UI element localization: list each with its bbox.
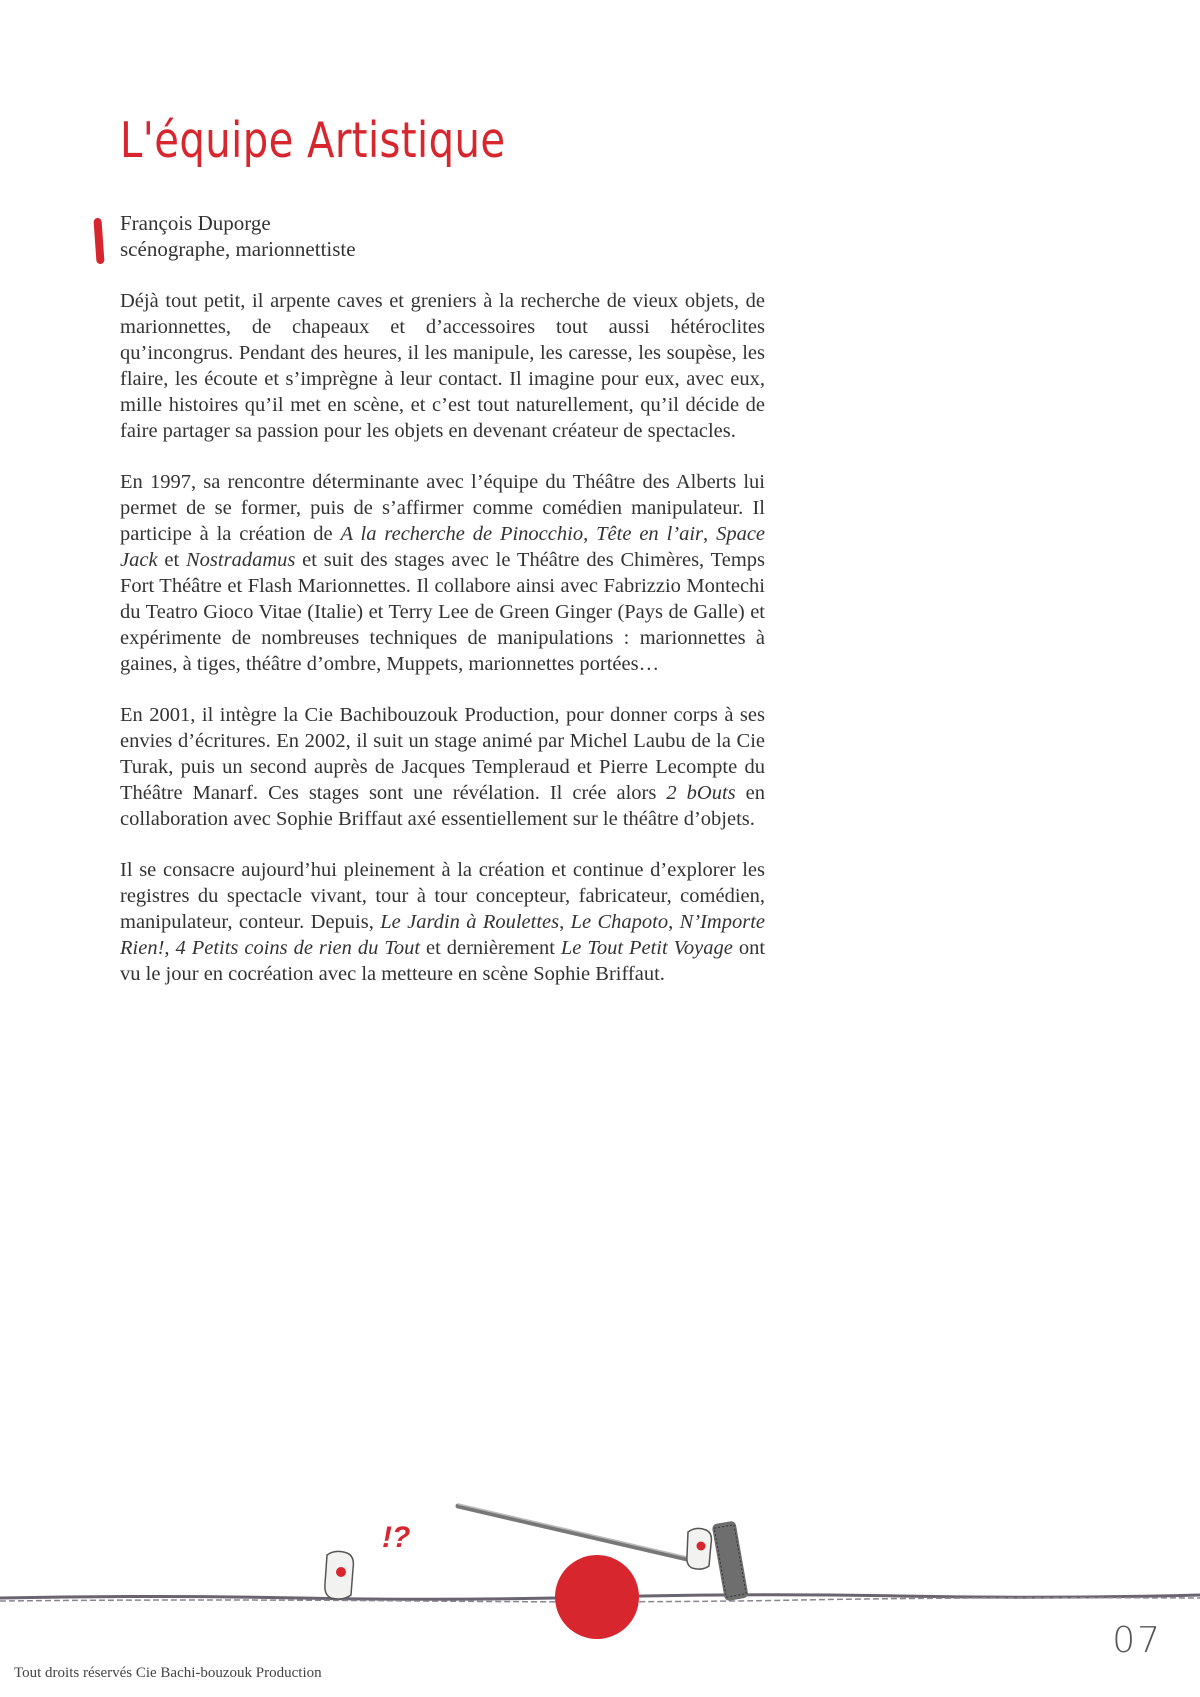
italic-title: Tête en l’air <box>596 523 704 545</box>
red-ball <box>555 1555 639 1639</box>
italic-title: A la recherche de Pinocchio <box>340 523 584 545</box>
italic-title: Le Tout Petit Voyage <box>560 937 733 959</box>
accent-bar <box>93 218 104 264</box>
person-block <box>120 210 356 262</box>
italic-title: N’Importe Rien! <box>120 911 766 959</box>
text-run: Déjà tout petit, il arpente caves et greniers à la recherche de vieux objets, de marionnettes, de chapeaux et d’accessoires tout aussi hétéroclites qu’incongrus. Pendant des heures, il les manipule, les caresse, les soupèse, les flaire, les écoute et s’imprègne à leur contact. Il imagine pour eux, avec eux, mille histoires qu’il met en scène, et c’est tout naturellement, qu’il décide de faire partager sa passion pour les objets en devenant créateur de spectacles. <box>120 290 765 442</box>
text-run: , <box>703 523 717 545</box>
italic-title: 4 Petits coins de rien du Tout <box>175 937 421 959</box>
text-run: ont vu le jour en cocréation avec la metteure en scène Sophie Briffaut. <box>120 937 766 985</box>
text-run: , <box>164 937 176 959</box>
text-run: et suit des stages avec le Théâtre des Chimères, Temps Fort Théâtre et Flash Marionnettes. Il collabore ainsi avec Fabrizzio Montechi du Teatro Gioco Vitae (Italie) et Terry Lee de Green Ginger (Pays de Galle) et expérimente de nombreuses techniques de manipulations : marionnettes à gaines, à tiges, théâtre d’ombre, Muppets, marionnettes portées… <box>120 549 766 675</box>
paragraph-4 <box>120 857 765 987</box>
text-run: , <box>668 911 680 933</box>
italic-title: 2 bOuts <box>666 782 736 804</box>
italic-title: Le Jardin à Roulettes <box>380 911 560 933</box>
page-title: L'équipe Artistique <box>120 112 506 169</box>
text-run: , <box>583 523 597 545</box>
paragraph-3 <box>120 702 765 832</box>
italic-title: Nostradamus <box>186 549 296 571</box>
text-run: , <box>559 911 571 933</box>
text-run: En 2001, il intègre la Cie Bachibouzouk Production, pour donner corps à ses envies d’écritures. En 2002, il suit un stage animé par Michel Laubu de la Cie Turak, puis un second auprès de Jacques Templeraud et Pierre Lecompte du Théâtre Manarf. Ces stages sont une révélation. Il crée alors <box>120 704 765 804</box>
text-run: Il se consacre aujourd’hui pleinement à la création et continue d’explorer les registres du spectacle vivant, tour à tour concepteur, fabricateur, comédien, manipulateur, conteur. Depuis, <box>120 859 765 933</box>
paragraph-2 <box>120 469 765 677</box>
person-name: François Duporge <box>120 211 271 235</box>
biography-text <box>120 288 765 1012</box>
italic-title: Le Chapoto <box>570 911 669 933</box>
person-role: scénographe, marionnettiste <box>120 237 356 261</box>
broom-head <box>712 1520 749 1601</box>
page-number: 07 <box>1112 1620 1162 1661</box>
small-puppet-right <box>687 1528 712 1569</box>
text-run: En 1997, sa rencontre déterminante avec l’équipe du Théâtre des Alberts lui permet de se former, puis de s’affirmer comme comédien manipulateur. Il participe à la création de <box>120 471 765 545</box>
exclamation-mark: !? <box>382 1521 411 1554</box>
text-run: et <box>157 549 186 571</box>
small-puppet-left <box>325 1551 354 1599</box>
text-run: en collaboration avec Sophie Briffaut axé essentiellement sur le théâtre d’objets. <box>120 782 766 830</box>
broom-handle <box>458 1506 700 1562</box>
italic-title: Space Jack <box>120 523 766 571</box>
paragraph-1 <box>120 288 765 444</box>
text-run: et dernièrement <box>420 937 561 959</box>
copyright-notice: Tout droits réservés Cie Bachi-bouzouk Production <box>14 1665 322 1681</box>
footer-illustration <box>0 1500 1200 1660</box>
